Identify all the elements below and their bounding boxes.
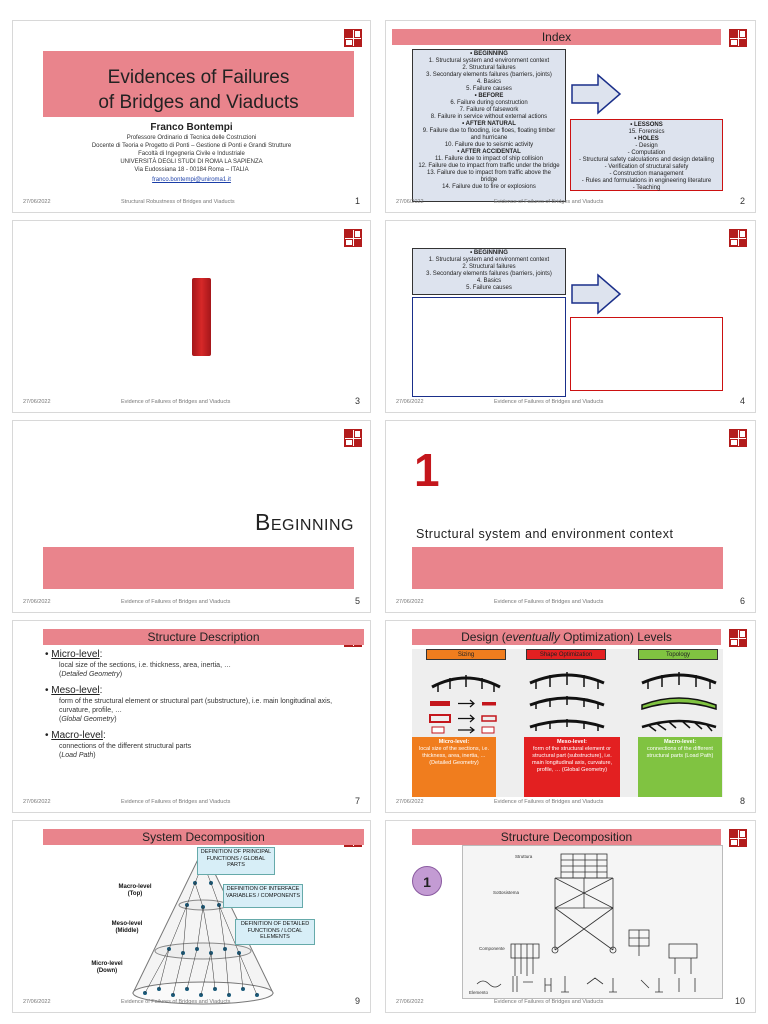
- university-logo: [344, 429, 362, 447]
- card-macro-title: Macro-level:: [663, 739, 697, 745]
- tag-shape-optimization: Shape Optimization: [526, 649, 606, 660]
- level-item: • Micro-level: local size of the sections, i.e. thickness, area, inertia, … (Detailed Geometry): [45, 648, 365, 679]
- slide-header: [412, 629, 721, 645]
- index-item: - Structural safety calculations and design detailing: [578, 157, 715, 163]
- slide-1[interactable]: [12, 20, 371, 213]
- index-item: - Teaching: [632, 185, 661, 191]
- index-left-list: [413, 51, 565, 191]
- index-item: • BEGINNING: [470, 51, 508, 57]
- level-description: local size of the sections, i.e. thickness, area, inertia, …: [59, 662, 231, 669]
- pyramid-box-principal: DEFINITION OF PRINCIPAL FUNCTIONS / GLOBAL PARTS: [197, 847, 275, 875]
- structure-diagram: [462, 845, 723, 999]
- index-item: - Verification of structural safety: [604, 164, 689, 170]
- index-item: 3. Secondary elements failures (barriers, joints): [426, 271, 552, 277]
- university-logo: [729, 229, 747, 247]
- author-role: Professore Ordinario di Tecnica delle Costruzioni: [126, 135, 257, 141]
- card-meso: [524, 737, 620, 797]
- slide-number: 7: [354, 796, 360, 806]
- slide-header: System Decomposition: [43, 829, 364, 845]
- slide-number: 2: [739, 196, 745, 206]
- level-item: • Macro-level: connections of the different structural parts (Load Path): [45, 729, 365, 760]
- index-item: 4. Basics: [476, 278, 502, 284]
- bullet: •: [45, 730, 52, 741]
- card-macro: [638, 737, 722, 797]
- beginning-list: [413, 250, 565, 292]
- index-item: • BEFORE: [474, 93, 504, 99]
- level-note-text: Load Path: [61, 752, 94, 759]
- footer: [13, 396, 370, 408]
- author-teaching: Docente di Teoria e Progetto di Ponti – Gestione di Ponti e Grandi Strutture: [91, 143, 292, 149]
- slide-10[interactable]: [385, 820, 756, 1013]
- footer: [386, 596, 755, 608]
- header-post: Optimization) Levels: [559, 630, 672, 644]
- slide-header: Index: [392, 29, 721, 45]
- index-item: 1. Structural system and environment context: [428, 58, 550, 64]
- index-item: 2. Structural failures: [462, 65, 516, 71]
- title-band: [412, 547, 723, 589]
- footer-title: Evidence of Failures of Bridges and Viaducts: [494, 799, 604, 805]
- slide-header: Structure Description: [43, 629, 364, 645]
- index-item: 5. Failure causes: [466, 285, 512, 291]
- index-item: 8. Failure in service without external actions: [430, 114, 548, 120]
- footer-title: Evidence of Failures of Bridges and Viaducts: [121, 999, 231, 1005]
- index-item: 1. Structural system and environment context: [428, 257, 550, 263]
- card-micro-text: local size of the sections, i.e. thickness, area, inertia, … (Detailed Geometry): [418, 746, 489, 766]
- university-logo: [729, 429, 747, 447]
- index-item: - Rules and formulations in engineering literature: [581, 178, 712, 184]
- section-subtitle: Structural system and environment context: [416, 527, 674, 541]
- card-macro-text: connections of the different structural parts (Load Path): [646, 746, 714, 759]
- label-componente: Componente: [479, 946, 505, 951]
- title-line-1: Evidences of Failures: [107, 67, 290, 88]
- university-logo: [344, 29, 362, 47]
- university-logo: [729, 629, 747, 647]
- arrow-right-icon: [570, 73, 622, 115]
- footer-date: 27/06/2022: [396, 399, 424, 405]
- index-item: • AFTER NATURAL: [462, 121, 516, 127]
- slide-number: 3: [354, 396, 360, 406]
- tag-sizing: Sizing: [426, 649, 506, 660]
- header-em: eventually: [505, 630, 560, 644]
- index-item: 6. Failure during construction: [450, 100, 528, 106]
- index-left-box: [412, 49, 566, 202]
- slide-8[interactable]: [385, 620, 756, 813]
- index-item: bridge: [480, 177, 498, 183]
- slide-header: Structure Decomposition: [412, 829, 721, 845]
- footer-date: 27/06/2022: [396, 199, 424, 205]
- author-name: Franco Bontempi: [150, 122, 233, 133]
- index-item: 15. Forensics: [628, 129, 665, 135]
- level-note: (Global Geometry): [59, 716, 117, 723]
- level-list: [45, 648, 365, 765]
- bullet: •: [45, 649, 52, 660]
- slide-2[interactable]: [385, 20, 756, 213]
- level-item: • Meso-level: form of the structural element or structural part (substructure), i.e. main longitudinal axis, curvature, profile, … (Global Geometry): [45, 684, 365, 724]
- slide-4[interactable]: [385, 220, 756, 413]
- label-struttura: Struttura: [515, 854, 533, 859]
- university-logo: [729, 829, 747, 847]
- index-item: • LESSONS: [630, 122, 663, 128]
- index-right-list: [571, 122, 722, 192]
- footer: [386, 796, 755, 808]
- footer-date: 27/06/2022: [396, 999, 424, 1005]
- footer-date: 27/06/2022: [23, 199, 51, 205]
- footer-title: Evidence of Failures of Bridges and Viaducts: [494, 399, 604, 405]
- footer: [13, 996, 370, 1008]
- slide-7[interactable]: [12, 620, 371, 813]
- pyramid-label-macro: Macro-level (Top): [118, 884, 152, 897]
- footer-title: Evidence of Failures of Bridges and Viaducts: [121, 799, 231, 805]
- index-item: and hurricane: [470, 135, 508, 141]
- level-label: Macro-level: [51, 730, 103, 741]
- pyramid-label-meso: Meso-level (Middle): [111, 921, 143, 934]
- slide-number: 5: [354, 596, 360, 606]
- footer-title: Evidence of Failures of Bridges and Viaducts: [121, 599, 231, 605]
- empty-red-box: [570, 317, 723, 391]
- footer-title: Evidence of Failures of Bridges and Viaducts: [494, 599, 604, 605]
- bullet: •: [45, 685, 52, 696]
- level-note: (Detailed Geometry): [59, 671, 123, 678]
- index-item: • AFTER ACCIDENTAL: [457, 149, 521, 155]
- level-note-text: Global Geometry: [61, 716, 115, 723]
- card-micro: [412, 737, 496, 797]
- level-description: form of the structural element or structural part (substructure), i.e. main longitudinal axis, curvature, profile, …: [59, 698, 333, 714]
- index-item: 10. Failure due to seismic activity: [444, 142, 534, 148]
- card-meso-title: Meso-level:: [557, 739, 587, 745]
- index-item: 12. Failure due to impact from traffic under the bridge: [418, 163, 560, 169]
- beginning-box: [412, 248, 566, 295]
- topology-drawing: [636, 665, 722, 735]
- shape-drawing: [524, 665, 610, 735]
- pyramid-box-detailed: DEFINITION OF DETAILED FUNCTIONS / LOCAL ELEMENTS: [235, 919, 315, 945]
- pyramid-box-interface: DEFINITION OF INTERFACE VARIABLES / COMPONENTS: [223, 884, 303, 908]
- index-item: 7. Failure of falsework: [459, 107, 519, 113]
- index-item: • HOLES: [634, 136, 659, 142]
- card-micro-title: Micro-level:: [438, 739, 470, 745]
- index-item: - Construction management: [609, 171, 684, 177]
- slide-3[interactable]: [12, 220, 371, 413]
- footer-date: 27/06/2022: [23, 799, 51, 805]
- footer-title: Evidence of Failures of Bridges and Viaducts: [494, 199, 604, 205]
- index-item: 9. Failure due to flooding, ice floes, floating timber: [422, 128, 556, 134]
- slide-9[interactable]: [12, 820, 371, 1013]
- address: Via Eudossiana 18 - 00184 Roma – ITALIA: [134, 167, 249, 173]
- footer: [386, 196, 755, 208]
- slide-number: 1: [354, 196, 360, 206]
- index-item: 13. Failure due to impact from traffic above the: [427, 170, 551, 176]
- footer: [13, 596, 370, 608]
- footer-date: 27/06/2022: [23, 999, 51, 1005]
- faculty: Facoltà di Ingegneria Civile e Industriale: [138, 151, 245, 157]
- level-label: Meso-level: [51, 685, 100, 696]
- index-right-box: [570, 119, 723, 191]
- index-item: • BEGINNING: [470, 250, 508, 256]
- footer: [386, 396, 755, 408]
- index-item: - Computation: [627, 150, 666, 156]
- footer-date: 27/06/2022: [23, 599, 51, 605]
- label-sottosistema: Sottosistema: [493, 890, 520, 895]
- slide-number: 4: [739, 396, 745, 406]
- index-item: 3. Secondary elements failures (barriers, joints): [426, 72, 552, 78]
- sizing-drawing: [424, 665, 508, 735]
- university-logo: [344, 229, 362, 247]
- structure-drawing: [463, 846, 724, 1000]
- title-band: [43, 547, 354, 589]
- index-item: 5. Failure causes: [466, 86, 512, 92]
- footer-title: Structural Robustness of Bridges and Viaducts: [121, 199, 235, 205]
- university: UNIVERSITÀ DEGLI STUDI DI ROMA LA SAPIENZA: [120, 159, 263, 165]
- level-note-text: Detailed Geometry: [61, 671, 120, 678]
- index-item: - Design: [635, 143, 658, 149]
- university-logo: [729, 29, 747, 47]
- footer: [386, 996, 755, 1008]
- level-label: Micro-level: [51, 649, 100, 660]
- footer: [13, 196, 370, 208]
- arrow-right-icon: [570, 273, 622, 315]
- label-elemento: Elemento: [469, 990, 489, 995]
- slide-number: 9: [354, 996, 360, 1006]
- footer-date: 27/06/2022: [396, 799, 424, 805]
- header-pre: Design (: [461, 630, 506, 644]
- level-description: connections of the different structural parts: [59, 743, 192, 750]
- slide-6[interactable]: [385, 420, 756, 613]
- index-item: 2. Structural failures: [462, 264, 516, 270]
- empty-blue-box: [412, 297, 566, 397]
- footer-date: 27/06/2022: [23, 399, 51, 405]
- footer-date: 27/06/2022: [396, 599, 424, 605]
- slide-1-title: [43, 65, 354, 115]
- index-item: 11. Failure due to impact of ship collision: [435, 156, 543, 162]
- level-note: (Load Path): [59, 752, 96, 759]
- title-line-2: of Bridges and Viaducts: [98, 92, 299, 113]
- index-item: 14. Failure due to fire or explosions: [442, 184, 536, 190]
- roman-numeral-i: [192, 278, 211, 356]
- slide-number: 10: [734, 996, 745, 1006]
- card-meso-text: form of the structural element or structural part (substructure), i.e. main longitudinal axis, curvature, profile, … (Global Geometry): [531, 746, 613, 773]
- footer: [13, 796, 370, 808]
- slide-number: 6: [739, 596, 745, 606]
- slide-number: 8: [739, 796, 745, 806]
- tag-topology: Topology: [638, 649, 718, 660]
- section-number: 1: [414, 444, 440, 496]
- footer-title: Evidence of Failures of Bridges and Viaducts: [121, 399, 231, 405]
- email-link[interactable]: franco.bontempi@uniroma1.it: [152, 177, 231, 183]
- slide-5[interactable]: [12, 420, 371, 613]
- footer-title: Evidence of Failures of Bridges and Viaducts: [494, 999, 604, 1005]
- section-title: Beginning: [255, 509, 354, 535]
- index-item: 4. Basics: [476, 79, 502, 85]
- pyramid-label-micro: Micro-level (Down): [91, 961, 123, 974]
- step-badge[interactable]: 1: [412, 866, 442, 896]
